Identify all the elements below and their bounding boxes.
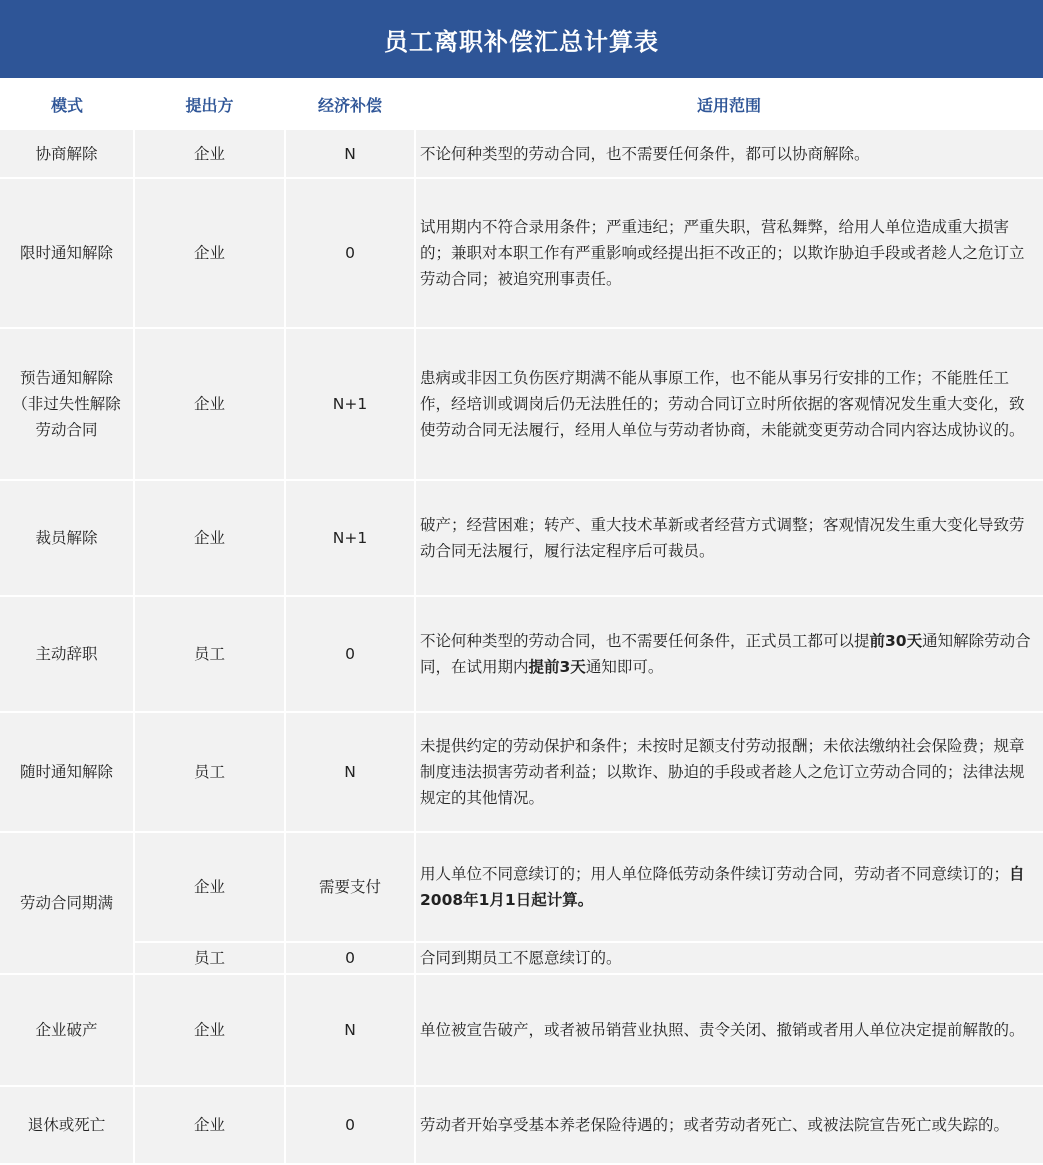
mode-cell: 劳动合同期满: [0, 832, 134, 974]
proposer-cell: 员工: [134, 942, 285, 974]
scope-cell: 劳动者开始享受基本养老保险待遇的；或者劳动者死亡、或被法院宣告死亡或失踪的。: [415, 1086, 1043, 1164]
mode-cell: [0, 328, 134, 480]
scope-emphasis: 自2008年1月1日起计算。: [420, 865, 1025, 909]
header-row: [0, 78, 1043, 130]
compensation-cell: N: [285, 712, 415, 832]
scope-text: 通知即可。: [585, 658, 664, 676]
mode-line: 劳动合同: [35, 421, 98, 439]
table-title: 员工离职补偿汇总计算表: [0, 0, 1043, 78]
scope-cell: 单位被宣告破产，或者被吊销营业执照、责令关闭、撤销或者用人单位决定提前解散的。: [415, 974, 1043, 1086]
scope-cell: [415, 832, 1043, 942]
scope-cell: 未提供约定的劳动保护和条件；未按时足额支付劳动报酬；未依法缴纳社会保险费；规章制度违法损害劳动者利益；以欺诈、胁迫的手段或者趁人之危订立劳动合同的；法律法规规定的其他情况。: [415, 712, 1043, 832]
proposer-cell: 员工: [134, 596, 285, 712]
table-row: [0, 712, 1043, 832]
proposer-cell: 企业: [134, 130, 285, 178]
compensation-table: [0, 78, 1043, 1165]
compensation-cell: 0: [285, 942, 415, 974]
compensation-cell: N: [285, 130, 415, 178]
scope-text: 通知解除劳动合同，在试用期内: [420, 632, 1031, 676]
scope-cell: 合同到期员工不愿意续订的。: [415, 942, 1043, 974]
table-row: [0, 1086, 1043, 1164]
scope-emphasis: 前30天: [869, 632, 923, 650]
header-proposer: 提出方: [134, 78, 285, 130]
mode-cell: 协商解除: [0, 130, 134, 178]
table-row: [0, 942, 1043, 974]
mode-line: 预告通知解除: [19, 369, 113, 387]
compensation-cell: 需要支付: [285, 832, 415, 942]
mode-line: （非过失性解除: [12, 395, 121, 413]
proposer-cell: 企业: [134, 974, 285, 1086]
scope-emphasis: 提前3天: [528, 658, 586, 676]
scope-text: 不论何种类型的劳动合同，也不需要任何条件，正式员工都可以提: [420, 632, 870, 650]
table-row: [0, 178, 1043, 328]
proposer-cell: 企业: [134, 328, 285, 480]
compensation-cell: 0: [285, 178, 415, 328]
mode-cell: 退休或死亡: [0, 1086, 134, 1164]
header-mode: 模式: [0, 78, 134, 130]
header-compensation: 经济补偿: [285, 78, 415, 130]
scope-cell: 不论何种类型的劳动合同，也不需要任何条件，都可以协商解除。: [415, 130, 1043, 178]
proposer-cell: 企业: [134, 1086, 285, 1164]
proposer-cell: 企业: [134, 832, 285, 942]
table-row: [0, 596, 1043, 712]
scope-cell: 破产；经营困难；转产、重大技术革新或者经营方式调整；客观情况发生重大变化导致劳动合同无法履行，履行法定程序后可裁员。: [415, 480, 1043, 596]
scope-text: 用人单位不同意续订的；用人单位降低劳动条件续订劳动合同，劳动者不同意续订的；: [420, 865, 1010, 883]
mode-cell: 企业破产: [0, 974, 134, 1086]
compensation-cell: N+1: [285, 480, 415, 596]
table-row: [0, 480, 1043, 596]
proposer-cell: 企业: [134, 480, 285, 596]
mode-cell: 主动辞职: [0, 596, 134, 712]
compensation-cell: 0: [285, 1086, 415, 1164]
mode-cell: 限时通知解除: [0, 178, 134, 328]
proposer-cell: 企业: [134, 178, 285, 328]
compensation-cell: 0: [285, 596, 415, 712]
table-row: [0, 832, 1043, 942]
mode-cell: 随时通知解除: [0, 712, 134, 832]
table-row: [0, 328, 1043, 480]
mode-cell: 裁员解除: [0, 480, 134, 596]
table-row: [0, 130, 1043, 178]
scope-cell: 患病或非因工负伤医疗期满不能从事原工作，也不能从事另行安排的工作；不能胜任工作，经培训或调岗后仍无法胜任的；劳动合同订立时所依据的客观情况发生重大变化，致使劳动合同无法履行，经用人单位与劳动者协商，未能就变更劳动合同内容达成协议的。: [415, 328, 1043, 480]
compensation-cell: N: [285, 974, 415, 1086]
scope-cell: [415, 596, 1043, 712]
scope-cell: 试用期内不符合录用条件；严重违纪；严重失职，营私舞弊，给用人单位造成重大损害的；兼职对本职工作有严重影响或经提出拒不改正的；以欺诈胁迫手段或者趁人之危订立劳动合同；被追究刑事责任。: [415, 178, 1043, 328]
compensation-cell: N+1: [285, 328, 415, 480]
header-scope: 适用范围: [415, 78, 1043, 130]
table-row: [0, 974, 1043, 1086]
proposer-cell: 员工: [134, 712, 285, 832]
